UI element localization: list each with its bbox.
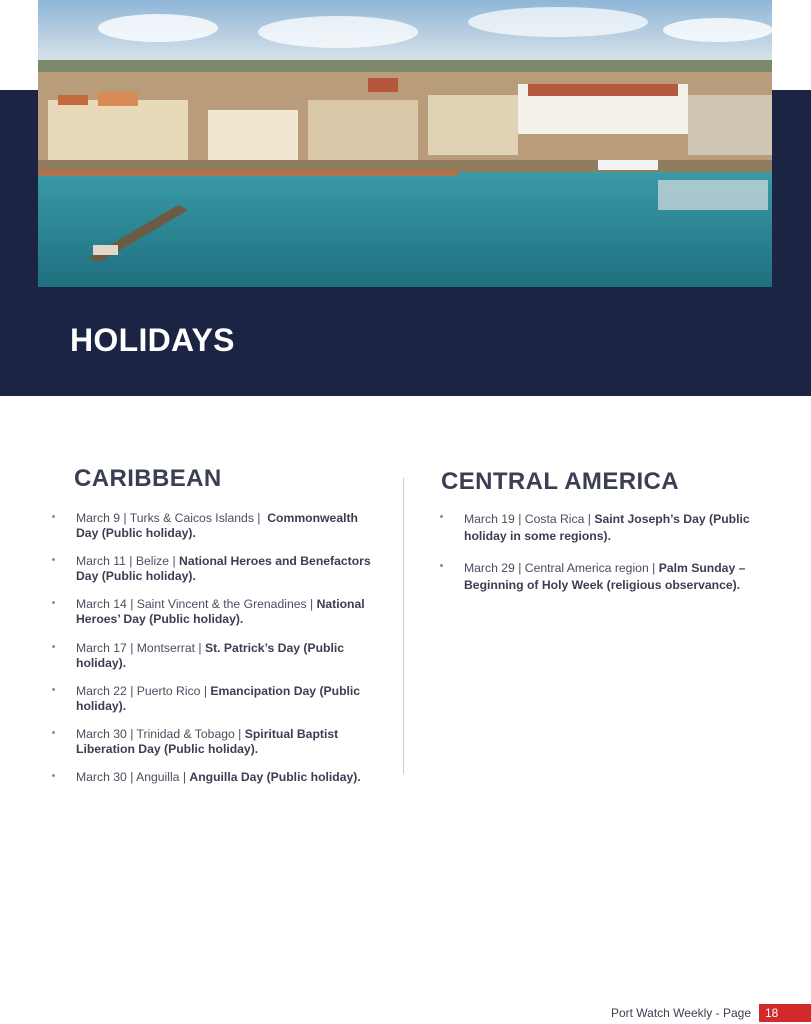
holiday-place: Belize <box>135 554 170 569</box>
list-item: March 29 | Central America region | Palm Sunday – Beginning of Holy Week (religious observance). <box>438 560 778 593</box>
central-america-heading: CENTRAL AMERICA <box>441 468 679 495</box>
bullet-icon <box>52 645 55 648</box>
list-item: March 22 | Puerto Rico | Emancipation Day (Public holiday). <box>50 684 380 714</box>
list-item: March 14 | Saint Vincent & the Grenadines | National Heroes’ Day (Public holiday). <box>50 597 380 627</box>
bullet-icon <box>52 688 55 691</box>
holiday-name: National Heroes’ Day (Public holiday). <box>76 597 365 627</box>
page-number: 18 <box>759 1004 811 1022</box>
holiday-date: March 30 <box>76 726 127 741</box>
holiday-place: Saint Vincent & the Grenadines <box>136 597 307 612</box>
list-item: March 9 | Turks & Caicos Islands | Commonwealth Day (Public holiday). <box>50 511 380 541</box>
holiday-date: March 9 <box>76 511 121 525</box>
holiday-date: March 17 <box>76 640 127 655</box>
bullet-icon <box>52 774 55 777</box>
holiday-place: Central America region <box>524 561 649 575</box>
holiday-name: Spiritual Baptist Liberation Day (Public holiday). <box>76 726 339 756</box>
holiday-date: March 19 <box>464 512 515 526</box>
holiday-place: Anguilla <box>136 770 180 785</box>
central-america-holiday-list <box>438 511 778 609</box>
holiday-name: Commonwealth Day (Public holiday). <box>76 511 358 540</box>
holiday-date: March 14 <box>76 597 127 612</box>
bullet-icon <box>52 558 55 561</box>
bullet-icon <box>440 564 443 567</box>
list-item: March 30 | Trinidad & Tobago | Spiritual Baptist Liberation Day (Public holiday). <box>50 727 380 757</box>
list-item: March 17 | Montserrat | St. Patrick’s Day (Public holiday). <box>50 641 380 671</box>
bullet-icon <box>52 601 55 604</box>
holiday-place: Trinidad & Tobago <box>136 726 235 741</box>
holiday-place: Puerto Rico <box>136 683 201 698</box>
holiday-date: March 29 <box>464 561 515 575</box>
holiday-name: Emancipation Day (Public holiday). <box>76 683 361 713</box>
holiday-date: March 11 <box>76 554 126 569</box>
bullet-icon <box>440 515 443 518</box>
holiday-name: National Heroes and Benefactors Day (Public holiday). <box>76 554 371 584</box>
list-item: March 19 | Costa Rica | Saint Joseph’s Day (Public holiday in some regions). <box>438 511 778 544</box>
caribbean-heading: CARIBBEAN <box>74 465 222 492</box>
caribbean-holiday-list <box>50 511 380 798</box>
bullet-icon <box>52 731 55 734</box>
harbor-town-photo <box>38 0 772 287</box>
holiday-place: Costa Rica <box>524 512 585 526</box>
holiday-date: March 22 <box>76 683 127 698</box>
holiday-name: Anguilla Day (Public holiday). <box>189 770 361 785</box>
page-title: HOLIDAYS <box>70 322 235 358</box>
list-item: March 11 | Belize | National Heroes and Benefactors Day (Public holiday). <box>50 554 380 584</box>
page-footer <box>611 1004 811 1022</box>
holiday-place: Turks & Caicos Islands <box>129 511 254 525</box>
list-item: March 30 | Anguilla | Anguilla Day (Public holiday). <box>50 770 380 785</box>
column-divider <box>403 478 404 774</box>
holiday-date: March 30 <box>76 770 127 785</box>
holiday-name: Palm Sunday – Beginning of Holy Week (religious observance). <box>464 561 746 592</box>
holiday-place: Montserrat <box>136 640 196 655</box>
bullet-icon <box>52 515 55 518</box>
holiday-name: St. Patrick’s Day (Public holiday). <box>76 640 345 670</box>
holiday-name: Saint Joseph’s Day (Public holiday in some regions). <box>464 512 750 543</box>
footer-publication: Port Watch Weekly - Page <box>610 1006 751 1020</box>
